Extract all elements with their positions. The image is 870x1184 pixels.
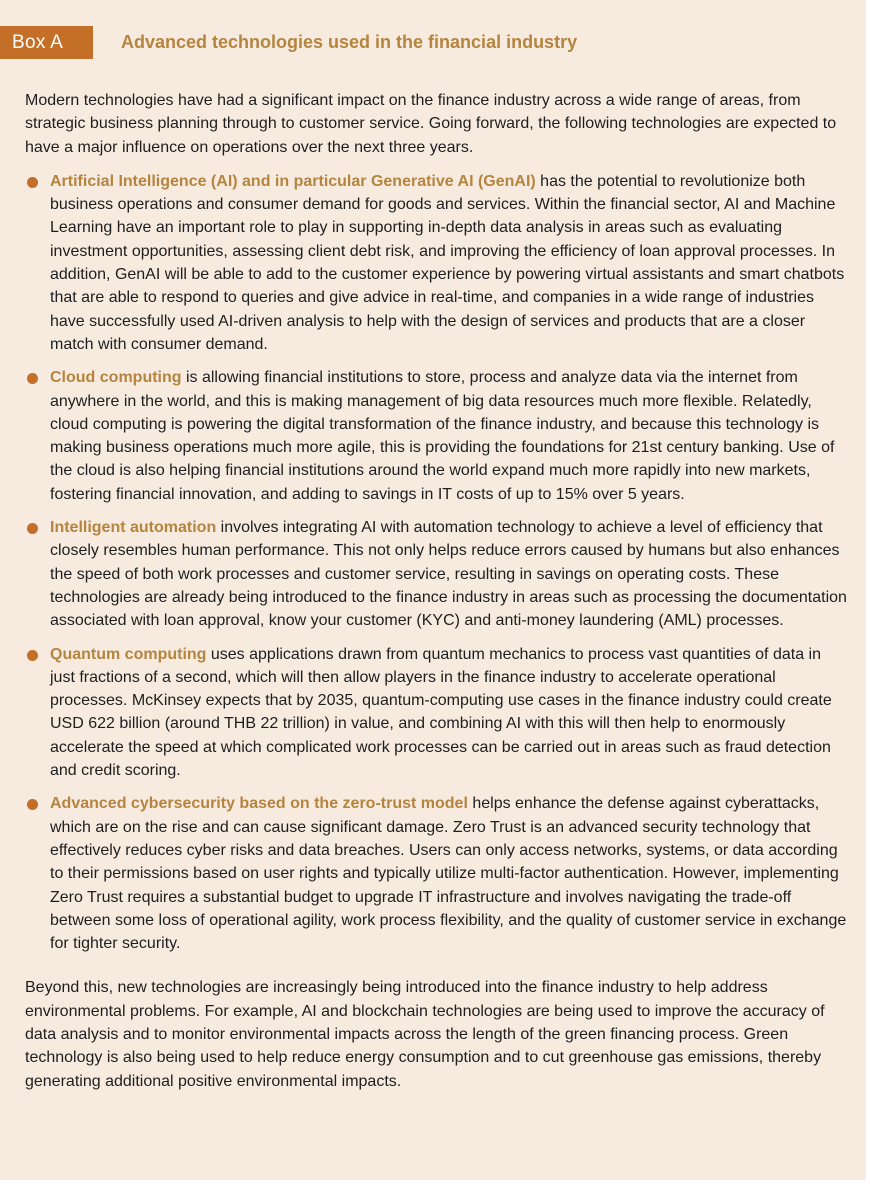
list-item — [25, 643, 847, 783]
bullet-dot-icon — [27, 799, 38, 810]
list-item — [25, 516, 847, 632]
list-item-term: Artificial Intelligence (AI) and in particular Generative AI (GenAI) — [50, 172, 536, 190]
intro-paragraph: Modern technologies have had a significant impact on the finance industry across a wide range of areas, from strategic business planning through to customer service. Going forward, the following technologies are expected to have a major influence on operations over the next three years. — [25, 92, 837, 156]
list-item-term: Intelligent automation — [50, 519, 217, 537]
box-label: Box A — [0, 26, 93, 59]
bullet-dot-icon — [27, 373, 38, 384]
list-item-text: uses applications drawn from quantum mechanics to process vast quantities of data in just fractions of a second, which will then allow players in the finance industry to accelerate operational processes. McKinsey expects that by 2035, quantum-computing use cases in the finance industry could create USD 622 billion (around THB 22 trillion) in value, and combining AI with this will then help to enormously accelerate the speed at which complicated work processes can be carried out in areas such as fraud detection and credit scoring. — [50, 645, 832, 780]
list-item-term: Cloud computing — [50, 369, 182, 387]
list-item — [25, 366, 847, 506]
box-content — [25, 89, 847, 1093]
list-item — [25, 170, 847, 356]
technology-list — [25, 170, 847, 956]
list-item-text: is allowing financial institutions to store, process and analyze data via the internet from anywhere in the world, and this is making management of big data resources much more flexible. Relatedly, cloud computing is powering the digital transformation of the finance industry, and because this technology is making business operations much more agile, this is providing the foundations for 21st century banking. Use of the cloud is also helping financial institutions around the world expand much more rapidly into new markets, fostering financial innovation, and adding to savings in IT costs of up to 15% over 5 years. — [50, 369, 835, 503]
list-item-term: Advanced cybersecurity based on the zero-trust model — [50, 795, 468, 813]
closing-paragraph: Beyond this, new technologies are increasingly being introduced into the finance industry to help address environmental problems. For example, AI and blockchain technologies are being used to improve the accuracy of data analysis and to monitor environmental impacts across the length of the green financing process. Green technology is also being used to help reduce energy consumption and to cut greenhouse gas emissions, thereby generating additional positive environmental impacts. — [25, 979, 825, 1090]
list-item-text: has the potential to revolutionize both business operations and consumer demand for goods and services. Within the financial sector, AI and Machine Learning have an important role to play in supporting in-depth data analysis in areas such as evaluating investment opportunities, assessing client debt risk, and improving the efficiency of loan approval processes. In addition, GenAI will be able to add to the customer experience by powering virtual assistants and smart chatbots that are able to respond to queries and give advice in real-time, and companies in a wide range of industries have successfully used AI-driven analysis to help with the design of services and products that are a closer match with consumer demand. — [50, 172, 845, 353]
bullet-dot-icon — [27, 650, 38, 661]
list-item-text: helps enhance the defense against cyberattacks, which are on the rise and can cause significant damage. Zero Trust is an advanced security technology that effectively reduces cyber risks and data breaches. Users can only access networks, systems, or data according to their permissions based on user rights and typically utilize multi-factor authentication. However, implementing Zero Trust requires a substantial budget to upgrade IT infrastructure and involves navigating the trade-off between some loss of operational agility, work process flexibility, and the quality of customer service in exchange for tighter security. — [50, 795, 847, 953]
list-item-term: Quantum computing — [50, 645, 207, 663]
box-title: Advanced technologies used in the financial industry — [121, 32, 578, 52]
bullet-dot-icon — [27, 523, 38, 534]
bullet-dot-icon — [27, 177, 38, 188]
list-item-text: involves integrating AI with automation technology to achieve a level of efficiency that closely resembles human performance. This not only helps reduce errors caused by humans but also enhances the speed of both work processes and customer service, resulting in savings on operating costs. These technologies are already being introduced to the finance industry in areas such as processing the documentation associated with loan approval, know your customer (KYC) and anti-money laundering (AML) processes. — [50, 519, 847, 630]
list-item — [25, 792, 847, 955]
box-header — [0, 26, 866, 59]
